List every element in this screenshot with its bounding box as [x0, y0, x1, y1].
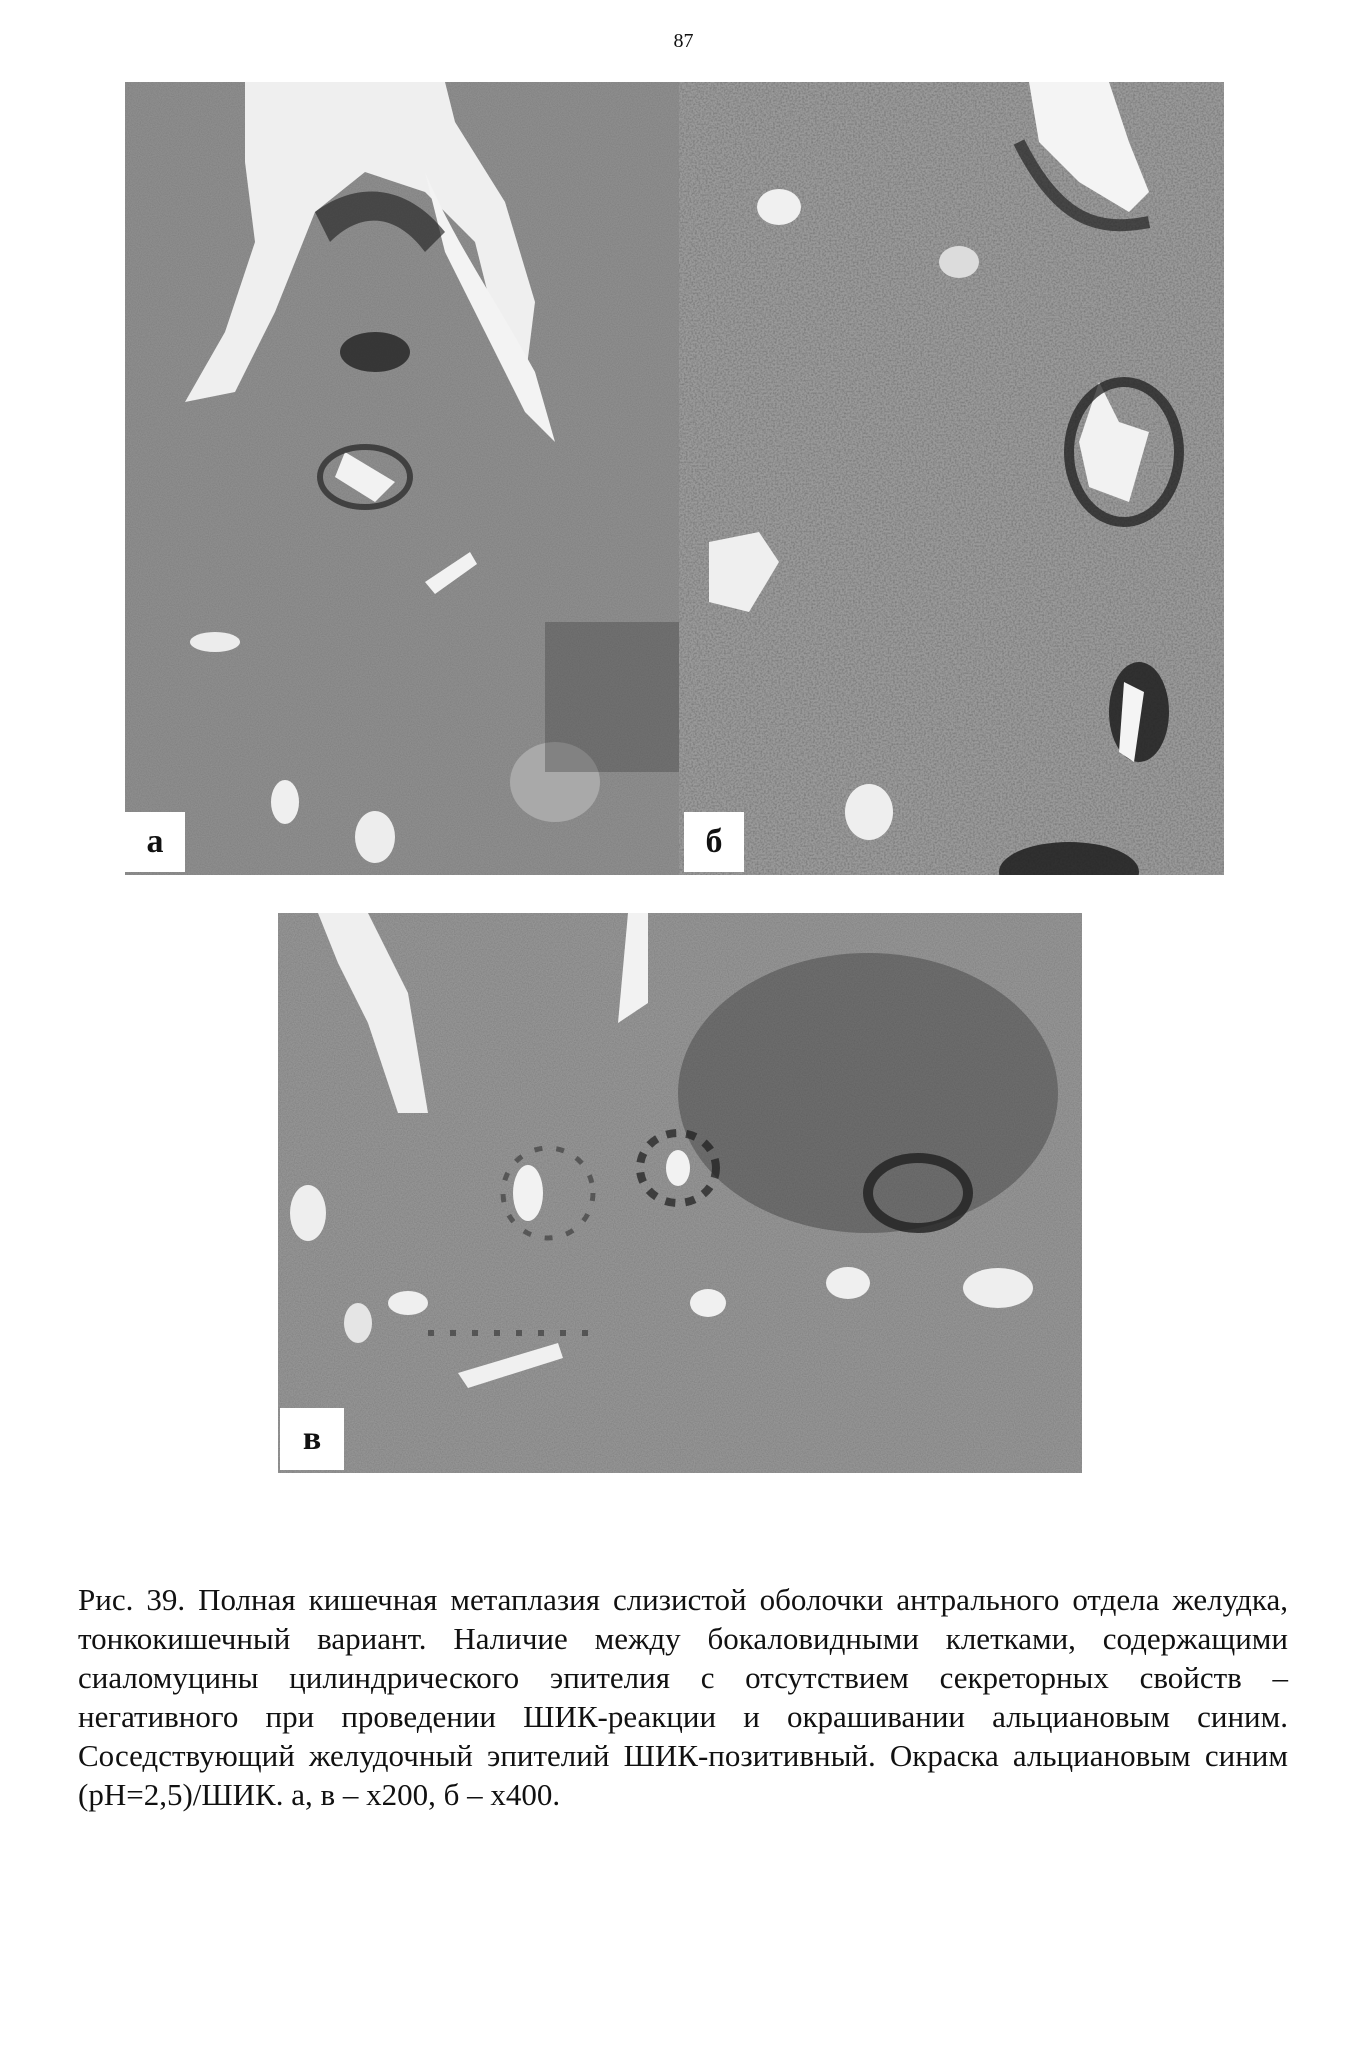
panel-label-b: б: [684, 812, 744, 872]
caption-text: Рис. 39. Полная кишечная метаплазия слизистой оболочки антрального отдела желудка, тонкокишечный вариант. Наличие между бокаловидными клетками, содержащими сиаломуцины цилиндрического эпителия с отсутствием секреторных свойств – негативного при проведении ШИК-реакции и окрашивании альциановым синим. Соседствующий желудочный эпителий ШИК-позитивный. Окраска альциановым синим (pH=2,5)/ШИК. а, в – х200, б – х400.: [78, 1582, 1288, 1812]
figure-caption: [78, 1580, 1288, 1814]
micrograph-a: [125, 82, 685, 875]
panel-label-c: в: [280, 1408, 344, 1470]
panel-label-a: а: [125, 812, 185, 872]
page-number: 87: [673, 30, 694, 52]
micrograph-c: [278, 913, 1082, 1473]
micrograph-b: [679, 82, 1224, 875]
